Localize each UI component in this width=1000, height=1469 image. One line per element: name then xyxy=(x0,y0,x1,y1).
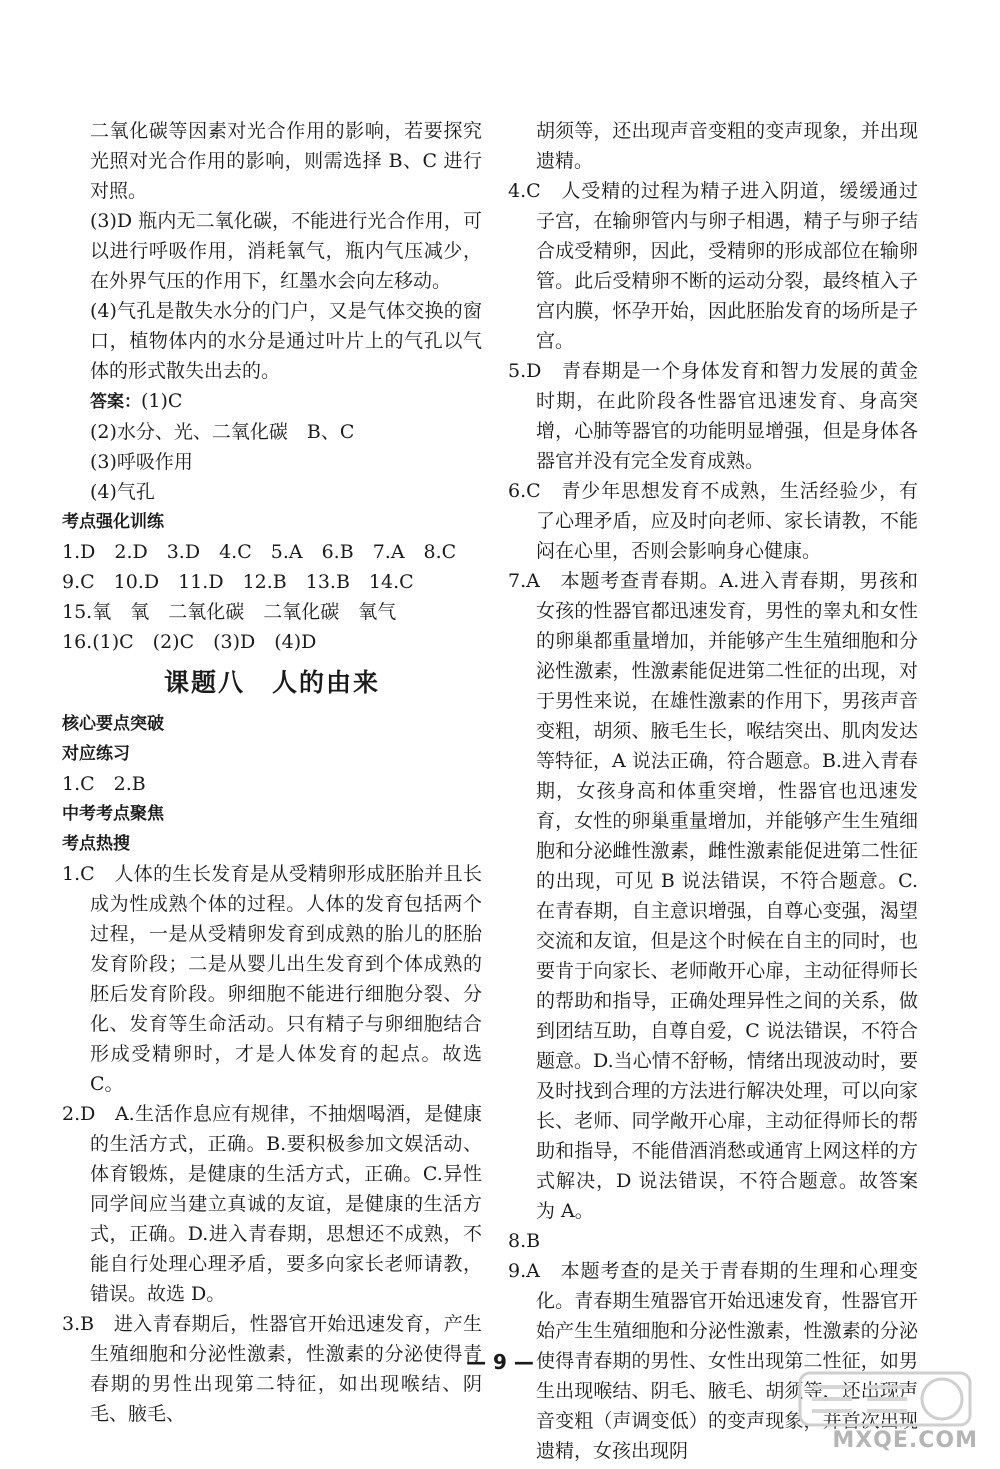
practice-answers: 1.C 2.B xyxy=(62,773,146,795)
question-1-explanation: 1.C 人体的生长发育是从受精卵形成胚胎并且长成为性成熟个体的过程。人体的发育包括两个过程，一是从受精卵发育到成熟的胎儿的胚胎发育阶段；二是从婴儿出生发育到个体成熟的胚后发育阶段。卵细胞不能进行细胞分裂、分化、发育等生命活动。只有精子与卵细胞结合形成受精卵时，才是人体发育的起点。故选 C。 xyxy=(62,863,482,1095)
paragraph-bottle-d: (3)D 瓶内无二氧化碳，不能进行光合作用，可以进行呼吸作用，消耗氧气，瓶内气压减少，在外界气压的作用下，红墨水会向左移动。 xyxy=(90,210,482,292)
practice-heading: 对应练习 xyxy=(62,744,130,764)
training-answers-line: 9.C 10.D 11.D 12.B 13.B 14.C xyxy=(62,571,414,593)
answer-label: 答案： xyxy=(90,392,141,412)
question-4-explanation: 4.C 人受精的过程为精子进入阴道，缓缓通过子宫，在输卵管内与卵子相遇，精子与卵子结合成受精卵，因此，受精卵的形成部位在输卵管。此后受精卵不断的运动分裂，最终植入子宫内膜，怀孕开始，因此胚胎发育的场所是子宫。 xyxy=(508,180,918,352)
paragraph-photosynthesis-control: 二氧化碳等因素对光合作用的影响，若要探究光照对光合作用的影响，则需选择 B、C 进行对照。 xyxy=(90,120,482,202)
answer-3: (3)呼吸作用 xyxy=(90,451,193,473)
training-answers-line: 16.(1)C (2)C (3)D (4)D xyxy=(62,631,317,653)
training-answers-line: 15.氧 氧 二氧化碳 二氧化碳 氧气 xyxy=(62,601,397,623)
watermark-text: MXQE.COM xyxy=(832,1428,978,1453)
question-3-continued: 胡须等，还出现声音变粗的变声现象，并出现遗精。 xyxy=(536,120,918,172)
question-3-explanation: 3.B 进入青春期后，性器官开始迅速发育，产生生殖细胞和分泌性激素，性激素的分泌使得青春期的男性出现第二特征，如出现喉结、阴毛、腋毛、 xyxy=(62,1313,482,1425)
question-9-explanation: 9.A 本题考查的是关于青春期的生理和心理变化。青春期生殖器官开始迅速发育，性器官开始产生生殖细胞和分泌性激素，性激素的分泌使得青春期的男性、女性出现第二性征，如男生出现喉结、阴毛、腋毛、胡须等，还出现声音变粗（声调变低）的变声现象，并首次出现遗精，女孩出现阴 xyxy=(508,1260,918,1462)
paragraph-stomata: (4)气孔是散失水分的门户，又是气体交换的窗口，植物体内的水分是通过叶片上的气孔以气体的形式散失出去的。 xyxy=(90,300,482,382)
question-7-explanation: 7.A 本题考查青春期。A.进入青春期，男孩和女孩的性器官都迅速发育，男性的睾丸和女性的卵巢都重量增加，并能够产生生殖细胞和分泌性激素，性激素能促进第二性征的出现，对于男性来说，在雄性激素的作用下，男孩声音变粗，胡须、腋毛生长，喉结突出、肌肉发达等特征，A 说法正确，符合题意。B.进入青春期，女孩身高和体重突增，性器官也迅速发育，女性的卵巢重量增加，并能够产生生殖细胞和分泌雌性激素，雌性激素能促进第二性征的出现，可见 B 说法错误，不符合题意。C.在青春期，自主意识增强，自尊心变强，渴望交流和友谊，但是这个时候在自主的同时，也要肯于向家长、老师敞开心扉，主动征得师长的帮助和指导，正确处理异性之间的关系，做到团结互助，自尊自爱，C 说法错误，不符合题意。D.当心情不舒畅，情绪出现波动时，要及时找到合理的方法进行解决处理，可以向家长、老师、同学敞开心扉，主动征得师长的帮助和指导，不能借酒消愁或通宵上网这样的方式解决，D 说法错误，不符合题意。故答案为 A。 xyxy=(508,570,918,1222)
question-2-explanation: 2.D A.生活作息应有规律，不抽烟喝酒，是健康的生活方式，正确。B.要积极参加文娱活动、体育锻炼，是健康的生活方式，正确。C.异性同学间应当建立真诚的友谊，是健康的生活方式，正确。D.进入青春期，思想还不成熟，不能自行处理心理矛盾，要多向家长老师请教，错误。故选 D。 xyxy=(62,1103,482,1305)
question-6-explanation: 6.C 青少年思想发育不成熟，生活经验少，有了心理矛盾，应及时向老师、家长请教，不能闷在心里，否则会影响身心健康。 xyxy=(508,480,918,562)
exam-focus-heading: 中考考点聚焦 xyxy=(62,804,164,824)
section-title: 课题八 人的由来 xyxy=(163,668,380,697)
answer-4: (4)气孔 xyxy=(90,481,155,503)
core-heading: 核心要点突破 xyxy=(62,714,164,734)
answer-line-1 xyxy=(62,386,482,417)
training-answers-line: 1.D 2.D 3.D 4.C 5.A 6.B 7.A 8.C xyxy=(62,541,457,563)
training-heading: 考点强化训练 xyxy=(62,512,164,532)
page-number: — 9 — xyxy=(466,1350,534,1374)
answer-1: (1)C xyxy=(141,390,183,412)
answer-2: (2)水分、光、二氧化碳 B、C xyxy=(90,421,355,443)
left-column xyxy=(62,116,482,1429)
question-8-answer: 8.B xyxy=(508,1230,541,1252)
question-5-explanation: 5.D 青春期是一个身体发育和智力发展的黄金时期，在此阶段各性器官迅速发育、身高突增，心肺等器官的功能明显增强，但是身体各器官并没有完全发育成熟。 xyxy=(508,360,918,472)
right-column xyxy=(508,116,918,1466)
hot-search-heading: 考点热搜 xyxy=(62,834,130,854)
